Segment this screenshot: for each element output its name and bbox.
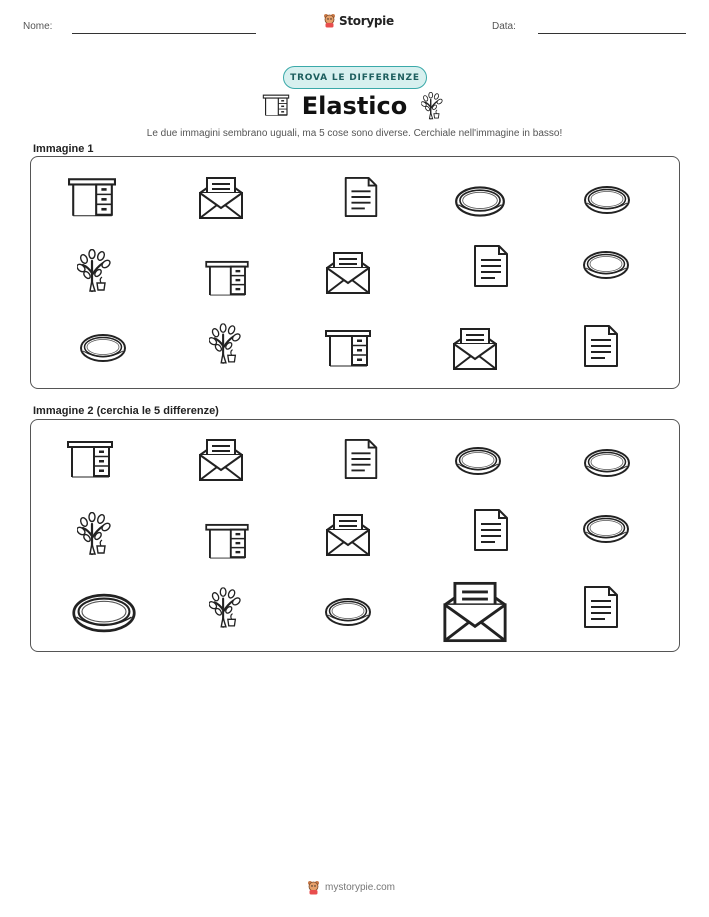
envelope-icon[interactable]	[442, 580, 508, 644]
bear-mascot-icon	[323, 13, 336, 28]
rubber-band-icon	[79, 332, 127, 364]
image-1-panel	[30, 156, 680, 389]
document-icon[interactable]	[473, 508, 509, 552]
document-icon	[583, 324, 619, 368]
tree-icon[interactable]	[76, 512, 112, 556]
brand-logo	[323, 13, 394, 28]
rubber-band-icon	[582, 249, 630, 281]
document-icon	[343, 176, 379, 218]
panel-2-label: Immagine 2 (cerchia le 5 differenze)	[33, 405, 219, 417]
envelope-icon	[198, 176, 244, 220]
rubber-band-icon	[454, 184, 506, 219]
rubber-band-icon[interactable]	[454, 445, 502, 477]
activity-badge: TROVA LE DIFFERENZE	[283, 66, 427, 89]
tree-icon	[421, 92, 443, 125]
envelope-icon[interactable]	[325, 512, 371, 558]
footer-url: mystorypie.com	[325, 882, 396, 893]
tree-icon	[209, 321, 241, 367]
instructions: Le due immagini sembrano uguali, ma 5 cose sono diverse. Cerchiale nell'immagine in basso!	[146, 128, 563, 139]
document-icon[interactable]	[583, 585, 619, 629]
rubber-band-icon	[583, 185, 631, 215]
image-2-panel[interactable]	[30, 419, 680, 652]
brand-name: Storypie	[339, 13, 394, 28]
document-icon[interactable]	[343, 438, 379, 480]
rubber-band-icon[interactable]	[71, 592, 137, 634]
tree-icon	[76, 249, 112, 293]
rubber-band-icon[interactable]	[582, 514, 630, 544]
envelope-icon[interactable]	[198, 438, 244, 482]
desk-icon[interactable]	[204, 523, 250, 559]
date-label: Data:	[492, 21, 516, 32]
desk-icon	[68, 177, 116, 217]
footer	[307, 880, 395, 895]
envelope-icon	[325, 250, 371, 296]
envelope-icon	[452, 326, 498, 372]
name-label: Nome:	[23, 21, 53, 32]
tree-icon[interactable]	[209, 585, 241, 631]
date-field[interactable]	[538, 33, 686, 34]
rubber-band-icon[interactable]	[583, 447, 631, 479]
name-field[interactable]	[72, 33, 256, 34]
desk-icon	[204, 260, 250, 296]
page-title: Elastico	[301, 92, 408, 120]
document-icon	[473, 244, 509, 288]
desk-icon	[324, 329, 372, 367]
rubber-band-icon[interactable]	[324, 596, 372, 628]
panel-1-label: Immagine 1	[33, 143, 94, 155]
desk-icon[interactable]	[66, 440, 114, 478]
bear-mascot-icon	[307, 880, 320, 895]
